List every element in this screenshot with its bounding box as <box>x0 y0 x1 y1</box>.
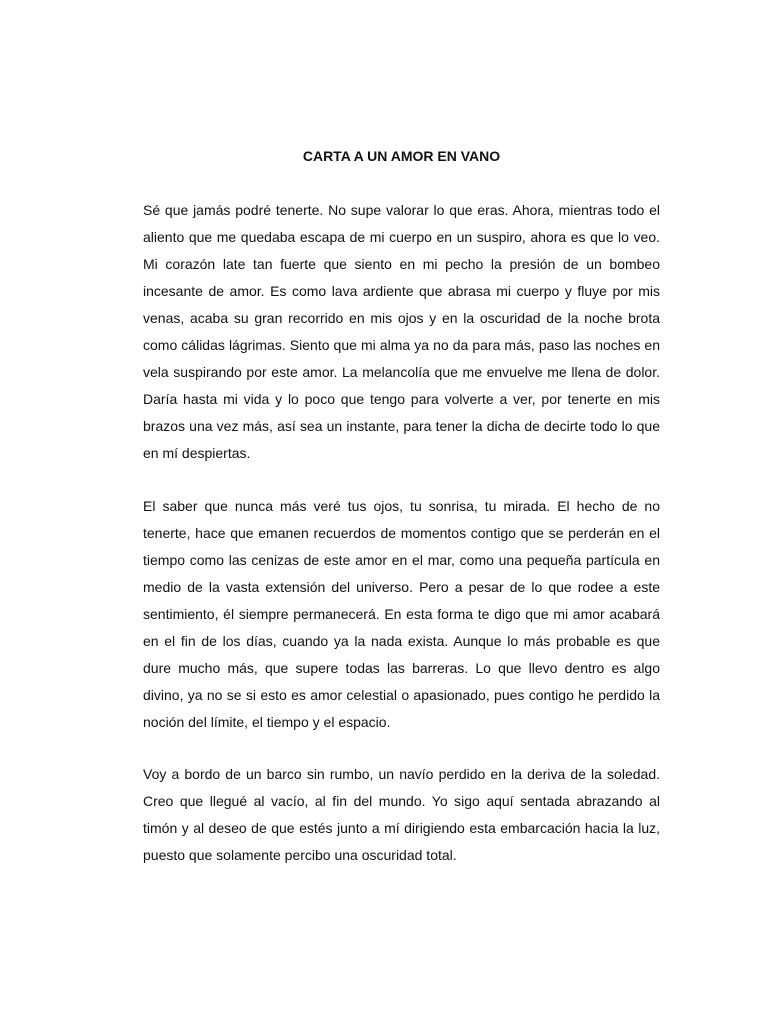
paragraph-2: El saber que nunca más veré tus ojos, tu sonrisa, tu mirada. El hecho de no tenerte, hace que emanen recuerdos de momentos contigo que se perderán en el tiempo como las cenizas de este amor en el mar, como una pequeña partícula en medio de la vasta extensión del universo. Pero a pesar de lo que rodee a este sentimiento, él siempre permanecerá. En esta forma te digo que mi amor acabará en el fin de los días, cuando ya la nada exista. Aunque lo más probable es que dure mucho más, que supere todas las barreras. Lo que llevo dentro es algo divino, ya no se si esto es amor celestial o apasionado, pues contigo he perdido la noción del límite, el tiempo y el espacio. <box>143 497 660 730</box>
paragraph-1: Sé que jamás podré tenerte. No supe valorar lo que eras. Ahora, mientras todo el aliento que me quedaba escapa de mi cuerpo en un suspiro, ahora es que lo veo. Mi corazón late tan fuerte que siento en mi pecho la presión de un bombeo incesante de amor. Es como lava ardiente que abrasa mi cuerpo y fluye por mis venas, acaba su gran recorrido en mis ojos y en la oscuridad de la noche brota como cálidas lágrimas. Siento que mi alma ya no da para más, paso las noches en vela suspirando por este amor. La melancolía que me envuelve me llena de dolor. Daría hasta mi vida y lo poco que tengo para volverte a ver, por tenerte en mis brazos una vez más, así sea un instante, para tener la dicha de decirte todo lo que en mí despiertas. <box>143 202 660 461</box>
document-body <box>143 197 660 895</box>
paragraph-3: Voy a bordo de un barco sin rumbo, un navío perdido en la deriva de la soledad. Creo que llegué al vacío, al fin del mundo. Yo sigo aquí sentada abrazando al timón y al deseo de que estés junto a mí dirigiendo esta embarcación hacia la luz, puesto que solamente percibo una oscuridad total. <box>143 766 660 863</box>
document-title: CARTA A UN AMOR EN VANO <box>302 148 501 164</box>
